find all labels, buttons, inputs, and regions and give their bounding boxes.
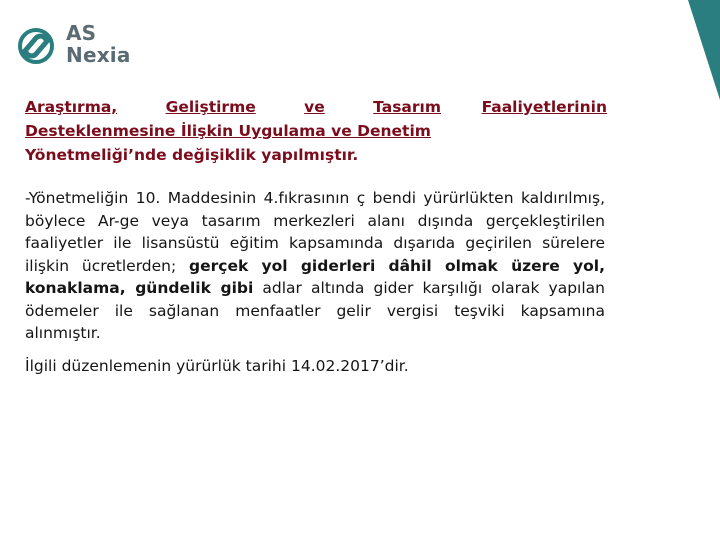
body-text-part2: adlar altında gider karşılığı olarak yapılan ödemeler ile sağlanan menfaatler gelir vergisi teşviki kapsamına alınmıştır. — [25, 279, 605, 342]
body-paragraph — [25, 187, 605, 345]
body-text-bold: gerçek yol giderleri dâhil olmak üzere yol, konaklama, gündelik gibi — [25, 256, 605, 297]
as-nexia-logo — [16, 22, 136, 72]
nexia-mark-icon — [16, 26, 56, 66]
brand-line-nexia: Nexia — [66, 43, 131, 67]
regulation-heading — [25, 95, 607, 167]
corner-accent-triangle — [688, 0, 720, 100]
heading-line-3: Yönetmeliği’nde değişiklik yapılmıştır. — [25, 146, 359, 164]
brand-wordmark — [66, 22, 131, 66]
heading-word-ve: ve — [304, 98, 325, 116]
heading-word-faaliyetlerinin: Faaliyetlerinin — [481, 98, 607, 116]
heading-line-2: Desteklenmesine İlişkin Uygulama ve Denetim — [25, 122, 431, 140]
heading-word-gelistirme: Geliştirme — [165, 98, 256, 116]
heading-word-tasarim: Tasarım — [373, 98, 441, 116]
brand-line-as: AS — [66, 21, 97, 45]
heading-word-arastirma: Araştırma, — [25, 98, 118, 116]
body-text-part1: -Yönetmeliğin 10. Maddesinin 4.fıkrasının ç bendi yürürlükten kaldırılmış, böylece Ar-ge veya tasarım merkezleri alanı dışında gerçekleştirilen faaliyetler ile lisansüstü eğitim kapsamında dışarıda geçirilen sürelere ilişkin ücretlerden; — [25, 189, 605, 275]
effective-date-text: İlgili düzenlemenin yürürlük tarihi 14.02.2017’dir. — [25, 357, 409, 375]
